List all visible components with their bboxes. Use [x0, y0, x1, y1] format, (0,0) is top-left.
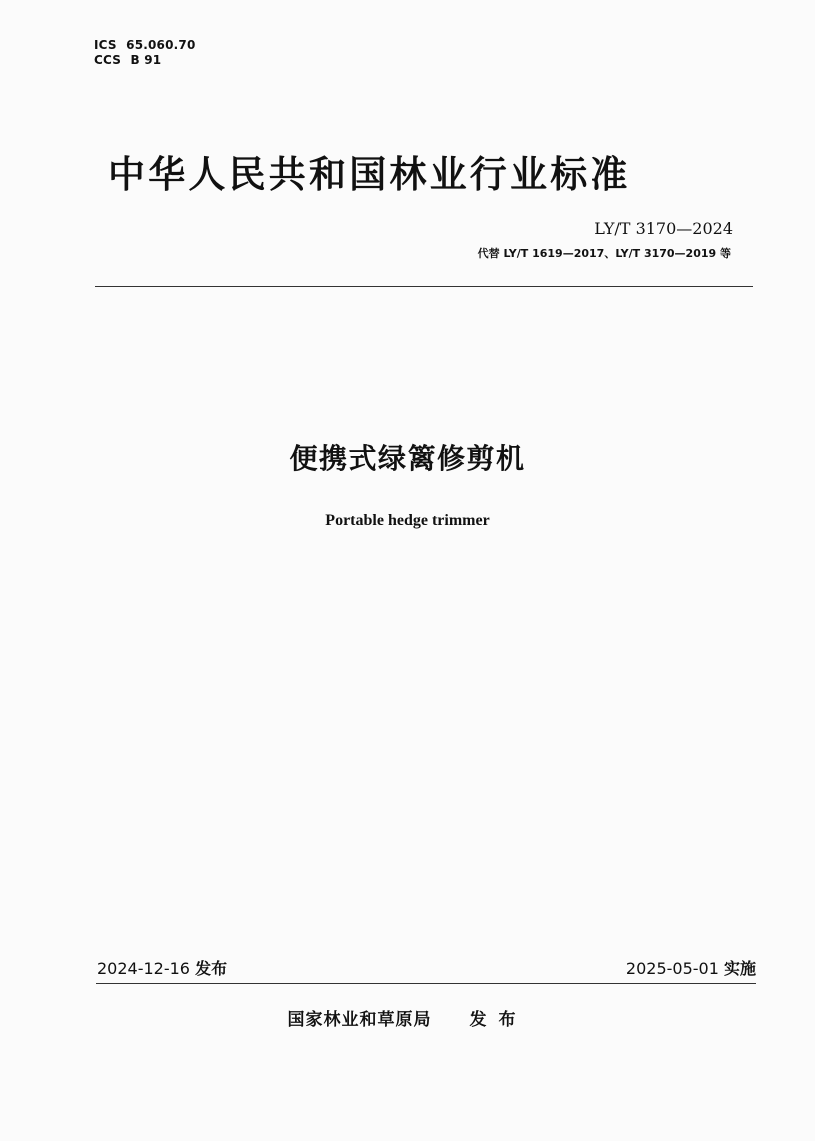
standard-category-title: 中华人民共和国林业行业标准: [108, 153, 631, 196]
classification-codes: [94, 38, 196, 68]
effective-date: 2025-05-01: [625, 959, 719, 978]
document-title-english: Portable hedge trimmer: [325, 512, 490, 529]
standard-number: LY/T 3170—2024: [594, 219, 733, 238]
effective-date-line: [626, 958, 756, 980]
ics-value: 65.060.70: [126, 38, 196, 52]
issuer-name: 国家林业和草原局: [287, 1010, 432, 1030]
issue-date: 2024-12-16: [97, 959, 190, 978]
effective-label: 实施: [723, 959, 756, 978]
issue-label: 发布: [195, 959, 228, 978]
issuer-action: 发布: [469, 1010, 528, 1030]
ccs-code-row: [94, 53, 196, 68]
bottom-divider: [96, 983, 756, 984]
document-title-chinese: 便携式绿篱修剪机: [289, 442, 526, 475]
ics-code-row: [94, 38, 196, 53]
replaced-standards: 代替 LY/T 1619—2017、LY/T 3170—2019 等: [477, 247, 731, 260]
ics-label: ICS: [94, 38, 117, 52]
top-divider: [95, 286, 753, 287]
issuing-authority-line: [0, 1008, 815, 1032]
ccs-label: CCS: [94, 53, 122, 67]
ccs-value: B 91: [130, 53, 162, 67]
issue-date-line: [97, 958, 227, 980]
